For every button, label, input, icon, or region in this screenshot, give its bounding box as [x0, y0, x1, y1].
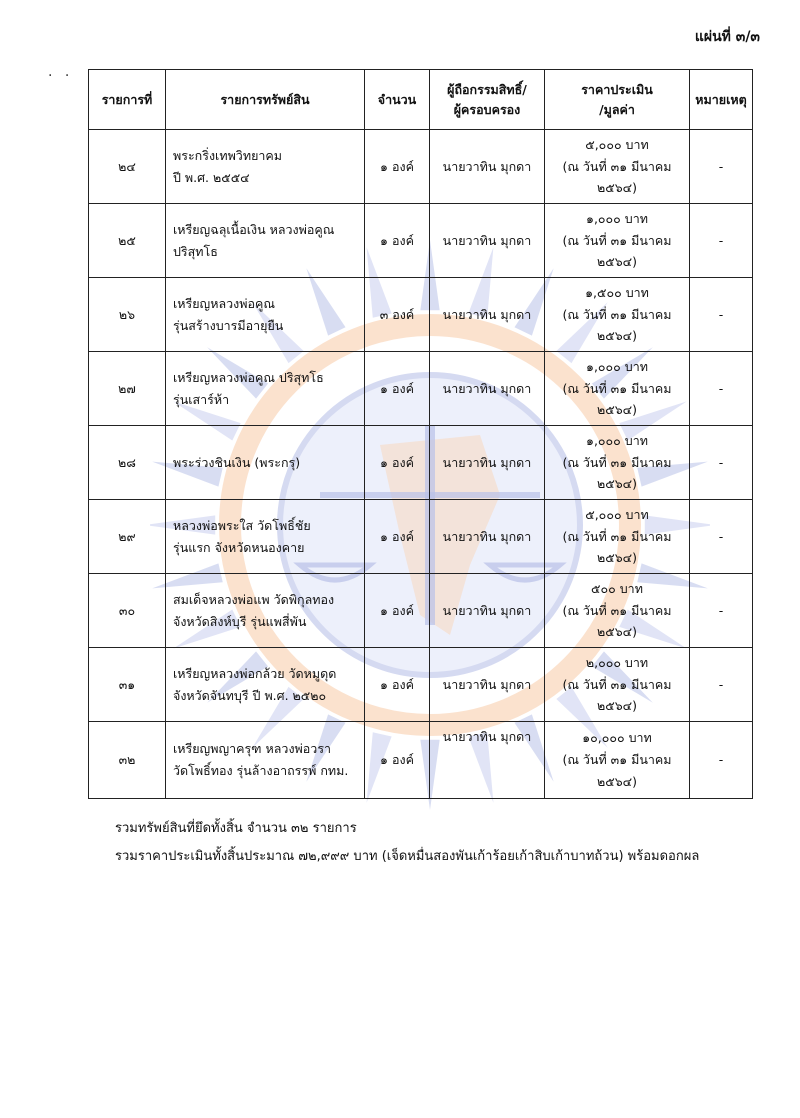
- asset-remark: -: [690, 500, 753, 574]
- price-date: (ณ วันที่ ๓๑ มีนาคม: [562, 306, 672, 322]
- asset-remark: -: [690, 648, 753, 722]
- summary-total-value: รวมราคาประเมินทั้งสิ้นประมาณ ๗๒,๙๙๙ บาท (เจ็ดหมื่นสองพันเก้าร้อยเก้าสิบเก้าบาทถ้วน) พร้อมดอกผล: [115, 849, 700, 864]
- asset-table: [88, 69, 753, 799]
- asset-name-line1: เหรียญหลวงพ่อคูณ ปริสุทโธ: [173, 369, 324, 385]
- table-row: [89, 722, 753, 799]
- asset-name: [166, 574, 365, 648]
- row-number: ๒๘: [89, 426, 166, 500]
- price-amount: ๕,๐๐๐ บาท: [585, 136, 649, 152]
- table-row: [89, 574, 753, 648]
- price-date: (ณ วันที่ ๓๑ มีนาคม: [562, 232, 672, 248]
- asset-owner: นายวาทิน มุกดา: [430, 352, 545, 426]
- asset-owner: นายวาทิน มุกดา: [430, 278, 545, 352]
- asset-name-line1: พระร่วงชินเงิน (พระกรุ): [173, 454, 301, 470]
- asset-remark: -: [690, 722, 753, 799]
- price-year: ๒๕๖๔): [597, 773, 637, 789]
- price-amount: ๕,๐๐๐ บาท: [585, 506, 649, 522]
- price-amount: ๑๐,๐๐๐ บาท: [582, 730, 652, 746]
- asset-owner: นายวาทิน มุกดา: [430, 722, 545, 799]
- asset-name: [166, 352, 365, 426]
- asset-quantity: ๑ องค์: [365, 426, 430, 500]
- asset-price: [545, 130, 690, 204]
- table-header-row: [89, 70, 753, 130]
- row-number: ๒๙: [89, 500, 166, 574]
- price-amount: ๒,๐๐๐ บาท: [585, 654, 649, 670]
- asset-price: [545, 574, 690, 648]
- table-row: [89, 426, 753, 500]
- price-year: ๒๕๖๔): [597, 180, 637, 196]
- asset-price: [545, 426, 690, 500]
- price-amount: ๑,๐๐๐ บาท: [586, 432, 648, 448]
- asset-quantity: ๑ องค์: [365, 352, 430, 426]
- price-year: ๒๕๖๔): [597, 624, 637, 640]
- asset-quantity: ๓ องค์: [365, 278, 430, 352]
- price-date: (ณ วันที่ ๓๑ มีนาคม: [562, 528, 672, 544]
- asset-owner: นายวาทิน มุกดา: [430, 500, 545, 574]
- price-amount: ๑,๐๐๐ บาท: [586, 210, 648, 226]
- asset-price: [545, 204, 690, 278]
- price-date: (ณ วันที่ ๓๑ มีนาคม: [562, 602, 672, 618]
- row-number: ๓๑: [89, 648, 166, 722]
- table-row: [89, 130, 753, 204]
- asset-name-line1: พระกริ่งเทพวิทยาคม: [173, 147, 283, 163]
- price-year: ๒๕๖๔): [597, 550, 637, 566]
- price-header-line2: /มูลค่า: [599, 101, 635, 117]
- asset-name: [166, 426, 365, 500]
- table-row: [89, 500, 753, 574]
- price-date: (ณ วันที่ ๓๑ มีนาคม: [562, 752, 672, 768]
- scan-specks: · ·: [48, 68, 74, 84]
- asset-name-line1: เหรียญพญาครุฑ หลวงพ่อวรา: [173, 741, 332, 757]
- owner-header-line2: ผู้ครอบครอง: [453, 101, 521, 117]
- asset-owner: นายวาทิน มุกดา: [430, 130, 545, 204]
- col-header-owner: [430, 70, 545, 130]
- asset-name: [166, 722, 365, 799]
- asset-name-line2: รุ่นแรก จังหวัดหนองคาย: [173, 539, 305, 555]
- asset-name-line2: รุ่นเสาร์ห้า: [173, 391, 230, 407]
- asset-remark: -: [690, 204, 753, 278]
- asset-price: [545, 352, 690, 426]
- price-year: ๒๕๖๔): [597, 254, 637, 270]
- price-year: ๒๕๖๔): [597, 402, 637, 418]
- asset-name-line2: ปริสุทโธ: [173, 243, 218, 259]
- row-number: ๒๖: [89, 278, 166, 352]
- page-number: แผ่นที่ ๓/๓: [694, 29, 760, 45]
- asset-name: [166, 204, 365, 278]
- asset-remark: -: [690, 574, 753, 648]
- col-header-qty: จำนวน: [365, 70, 430, 130]
- asset-name-line2: รุ่นสร้างบารมีอายุยืน: [173, 317, 284, 333]
- asset-name-line2: ปี พ.ศ. ๒๕๕๔: [173, 169, 250, 185]
- asset-quantity: ๑ องค์: [365, 722, 430, 799]
- asset-owner: นายวาทิน มุกดา: [430, 204, 545, 278]
- asset-name-line1: เหรียญหลวงพ่อคูณ: [173, 295, 275, 311]
- asset-name-line2: จังหวัดจันทบุรี ปี พ.ศ. ๒๕๒๐: [173, 687, 327, 703]
- asset-owner: นายวาทิน มุกดา: [430, 574, 545, 648]
- owner-header-line1: ผู้ถือกรรมสิทธิ์/: [447, 82, 527, 98]
- price-date: (ณ วันที่ ๓๑ มีนาคม: [562, 454, 672, 470]
- asset-owner: นายวาทิน มุกดา: [430, 426, 545, 500]
- asset-name: [166, 278, 365, 352]
- asset-quantity: ๑ องค์: [365, 500, 430, 574]
- price-year: ๒๕๖๔): [597, 698, 637, 714]
- col-header-remark: หมายเหตุ: [690, 70, 753, 130]
- asset-quantity: ๑ องค์: [365, 204, 430, 278]
- asset-quantity: ๑ องค์: [365, 648, 430, 722]
- col-header-price: [545, 70, 690, 130]
- row-number: ๒๕: [89, 204, 166, 278]
- row-number: ๓๐: [89, 574, 166, 648]
- col-header-no: รายการที่: [89, 70, 166, 130]
- asset-remark: -: [690, 130, 753, 204]
- col-header-item: รายการทรัพย์สิน: [166, 70, 365, 130]
- asset-remark: -: [690, 278, 753, 352]
- asset-price: [545, 722, 690, 799]
- price-amount: ๕๐๐ บาท: [591, 580, 643, 596]
- asset-quantity: ๑ องค์: [365, 574, 430, 648]
- table-row: [89, 648, 753, 722]
- price-amount: ๑,๕๐๐ บาท: [585, 284, 649, 300]
- asset-price: [545, 278, 690, 352]
- price-header-line1: ราคาประเมิน: [581, 82, 653, 98]
- asset-name-line2: จังหวัดสิงห์บุรี รุ่นแพสี่พัน: [173, 613, 307, 629]
- price-date: (ณ วันที่ ๓๑ มีนาคม: [562, 676, 672, 692]
- asset-remark: -: [690, 426, 753, 500]
- asset-price: [545, 648, 690, 722]
- asset-name: [166, 500, 365, 574]
- price-year: ๒๕๖๔): [597, 476, 637, 492]
- table-row: [89, 204, 753, 278]
- row-number: ๓๒: [89, 722, 166, 799]
- row-number: ๒๗: [89, 352, 166, 426]
- price-date: (ณ วันที่ ๓๑ มีนาคม: [562, 158, 672, 174]
- asset-name-line1: เหรียญหลวงพ่อกล้วย วัดหมูดุด: [173, 665, 337, 681]
- asset-name-line1: สมเด็จหลวงพ่อแพ วัดพิกุลทอง: [173, 591, 335, 607]
- asset-remark: -: [690, 352, 753, 426]
- asset-name-line1: เหรียญฉลุเนื้อเงิน หลวงพ่อคูณ: [173, 221, 335, 237]
- asset-quantity: ๑ องค์: [365, 130, 430, 204]
- price-date: (ณ วันที่ ๓๑ มีนาคม: [562, 380, 672, 396]
- table-row: [89, 352, 753, 426]
- asset-name-line1: หลวงพ่อพระใส วัดโพธิ์ชัย: [173, 517, 311, 533]
- row-number: ๒๔: [89, 130, 166, 204]
- asset-owner: นายวาทิน มุกดา: [430, 648, 545, 722]
- asset-name: [166, 130, 365, 204]
- asset-name-line2: วัดโพธิ์ทอง รุ่นล้างอาถรรพ์ กทม.: [173, 763, 349, 778]
- price-year: ๒๕๖๔): [597, 328, 637, 344]
- table-row: [89, 278, 753, 352]
- asset-name: [166, 648, 365, 722]
- asset-price: [545, 500, 690, 574]
- price-amount: ๑,๐๐๐ บาท: [586, 358, 648, 374]
- summary-item-count: รวมทรัพย์สินที่ยึดทั้งสิ้น จำนวน ๓๒ รายการ: [115, 821, 357, 836]
